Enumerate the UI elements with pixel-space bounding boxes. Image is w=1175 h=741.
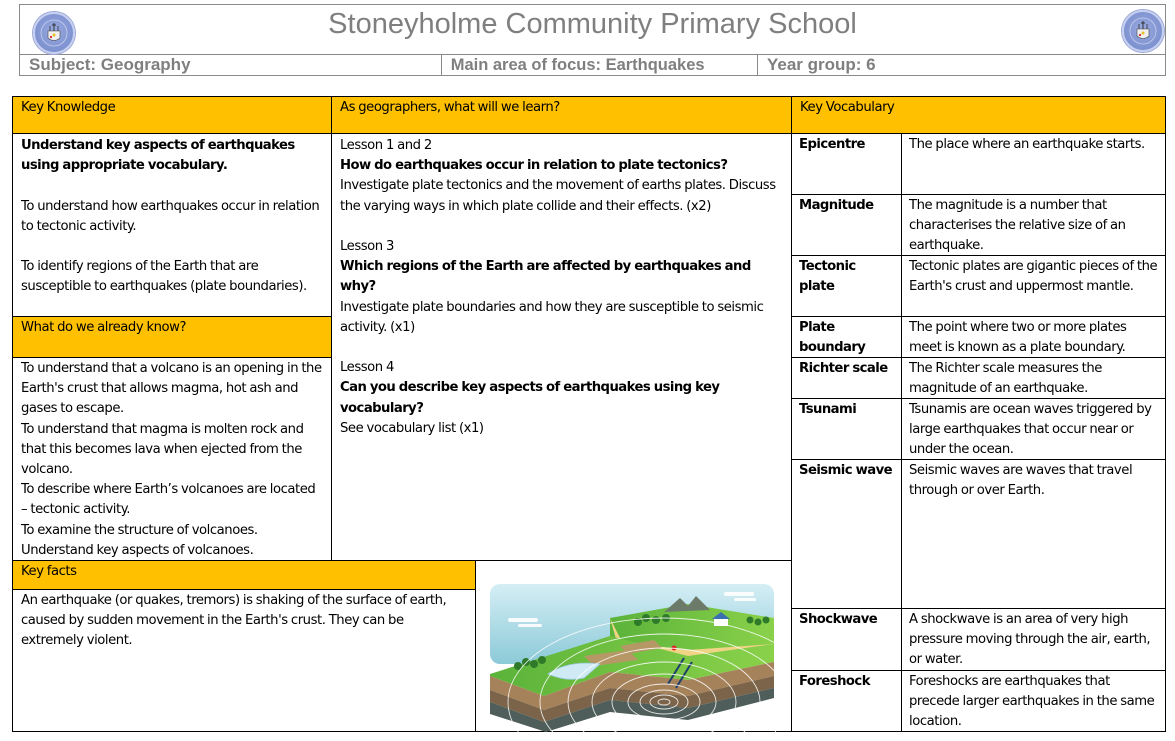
vocab-definition-cell xyxy=(901,255,1166,317)
vocabulary-heading: Key Vocabulary xyxy=(800,100,895,115)
subject-label: Subject: Geography xyxy=(29,55,191,74)
vocabulary-header xyxy=(791,96,1166,134)
vocab-definition-cell xyxy=(901,459,1166,609)
key-knowledge-item: To understand how earthquakes occur in relation to tectonic activity. xyxy=(21,198,320,234)
vocab-term-cell xyxy=(791,608,902,671)
key-facts-heading: Key facts xyxy=(21,564,77,579)
school-name: Stoneyholme Community Primary School xyxy=(328,8,857,40)
key-knowledge-header xyxy=(12,96,332,134)
prior-knowledge-item: To understand that a volcano is an opening in the Earth's crust that allows magma, hot ash and gases to escape. xyxy=(21,361,322,417)
vocab-term: Tectonic plate xyxy=(799,259,856,295)
vocab-definition: The point where two or more plates meet is known as a plate boundary. xyxy=(909,320,1127,356)
vocab-definition-cell xyxy=(901,133,1166,195)
lesson-block xyxy=(340,136,783,217)
lesson-label: Lesson 3 xyxy=(340,239,394,254)
key-knowledge-item: Understand key aspects of earthquakes using appropriate vocabulary. xyxy=(21,138,295,174)
vocab-term: Magnitude xyxy=(799,198,874,213)
learning-body xyxy=(331,133,792,561)
prior-knowledge-item: To examine the structure of volcanoes. xyxy=(21,522,258,538)
vocab-definition: Tectonic plates are gigantic pieces of the Earth's crust and uppermost mantle. xyxy=(909,259,1158,295)
earthquake-cross-section-image xyxy=(488,584,776,732)
lesson-description: See vocabulary list (x1) xyxy=(340,420,484,436)
prior-knowledge-body xyxy=(12,357,332,561)
vocab-term-cell xyxy=(791,398,902,460)
key-facts-body xyxy=(12,589,476,732)
vocab-definition-cell xyxy=(901,194,1166,256)
school-crest-logo-right xyxy=(1122,10,1164,52)
learning-header xyxy=(331,96,792,134)
vocab-definition: Tsunamis are ocean waves triggered by large earthquakes that occur near or under the ocean. xyxy=(909,402,1152,458)
key-knowledge-item: To identify regions of the Earth that are susceptible to earthquakes (plate boundaries). xyxy=(21,259,307,295)
vocab-term-cell xyxy=(791,316,902,358)
prior-knowledge-item: To understand that magma is molten rock and that this becomes lava when ejected from the volcano. xyxy=(21,421,304,478)
key-knowledge-heading: Key Knowledge xyxy=(21,100,116,115)
vocab-definition-cell xyxy=(901,670,1166,732)
vocab-definition-cell xyxy=(901,316,1166,358)
focus-label: Main area of focus: Earthquakes xyxy=(450,55,705,74)
vocab-definition: The place where an earthquake starts. xyxy=(909,137,1145,152)
vocab-term-cell xyxy=(791,194,902,256)
vocab-term: Foreshock xyxy=(799,674,870,689)
vocab-definition-cell xyxy=(901,608,1166,671)
vocab-definition: The Richter scale measures the magnitude of an earthquake. xyxy=(909,361,1102,397)
key-knowledge-body xyxy=(12,133,332,317)
lesson-block xyxy=(340,358,783,439)
vocab-definition-cell xyxy=(901,398,1166,460)
vocab-definition: A shockwave is an area of very high pressure moving through the air, earth, or water. xyxy=(909,612,1151,668)
vocab-definition: Seismic waves are waves that travel through or over Earth. xyxy=(909,463,1133,499)
lesson-question: Which regions of the Earth are affected by earthquakes and why? xyxy=(340,259,751,295)
vocab-term-cell xyxy=(791,357,902,399)
vocab-term-cell xyxy=(791,670,902,732)
vocab-term: Richter scale xyxy=(799,361,888,376)
vocab-definition: The magnitude is a number that characterises the relative size of an earthquake. xyxy=(909,198,1126,254)
lesson-description: Investigate plate boundaries and how they are susceptible to seismic activity. (x1) xyxy=(340,299,764,335)
vocab-term: Shockwave xyxy=(799,612,878,627)
learning-heading: As geographers, what will we learn? xyxy=(340,100,560,115)
vocab-term-cell xyxy=(791,133,902,195)
lesson-label: Lesson 1 and 2 xyxy=(340,138,432,153)
key-facts-text: An earthquake (or quakes, tremors) is shaking of the surface of earth, caused by sudden movement in the Earth's crust. They can be extremely violent. xyxy=(21,593,447,649)
year-group-label: Year group: 6 xyxy=(767,55,876,74)
vocab-term: Plate boundary xyxy=(799,320,866,356)
vocab-term: Epicentre xyxy=(799,137,865,152)
prior-knowledge-header xyxy=(12,316,332,358)
vocab-term-cell xyxy=(791,255,902,317)
vocab-term: Seismic wave xyxy=(799,463,893,478)
prior-knowledge-item: To describe where Earth’s volcanoes are located – tectonic activity. xyxy=(21,482,316,518)
crest-icon xyxy=(1124,12,1162,50)
vocab-definition: Foreshocks are earthquakes that precede larger earthquakes in the same location. xyxy=(909,674,1155,730)
vocab-term-cell xyxy=(791,459,902,609)
prior-knowledge-heading: What do we already know? xyxy=(21,320,187,335)
key-facts-header xyxy=(12,560,476,590)
lesson-label: Lesson 4 xyxy=(340,360,394,376)
vocab-term: Tsunami xyxy=(799,402,857,417)
lesson-question: Can you describe key aspects of earthquakes using key vocabulary? xyxy=(340,380,720,416)
vocab-definition-cell xyxy=(901,357,1166,399)
crest-icon xyxy=(35,14,73,52)
lesson-question: How do earthquakes occur in relation to plate tectonics? xyxy=(340,158,728,174)
school-crest-logo-left xyxy=(33,12,75,54)
lesson-block xyxy=(340,237,783,338)
lesson-description: Investigate plate tectonics and the movement of earths plates. Discuss the varying ways in which plate collide and their effects. (x2) xyxy=(340,178,776,214)
prior-knowledge-item: Understand key aspects of volcanoes. xyxy=(21,542,254,558)
